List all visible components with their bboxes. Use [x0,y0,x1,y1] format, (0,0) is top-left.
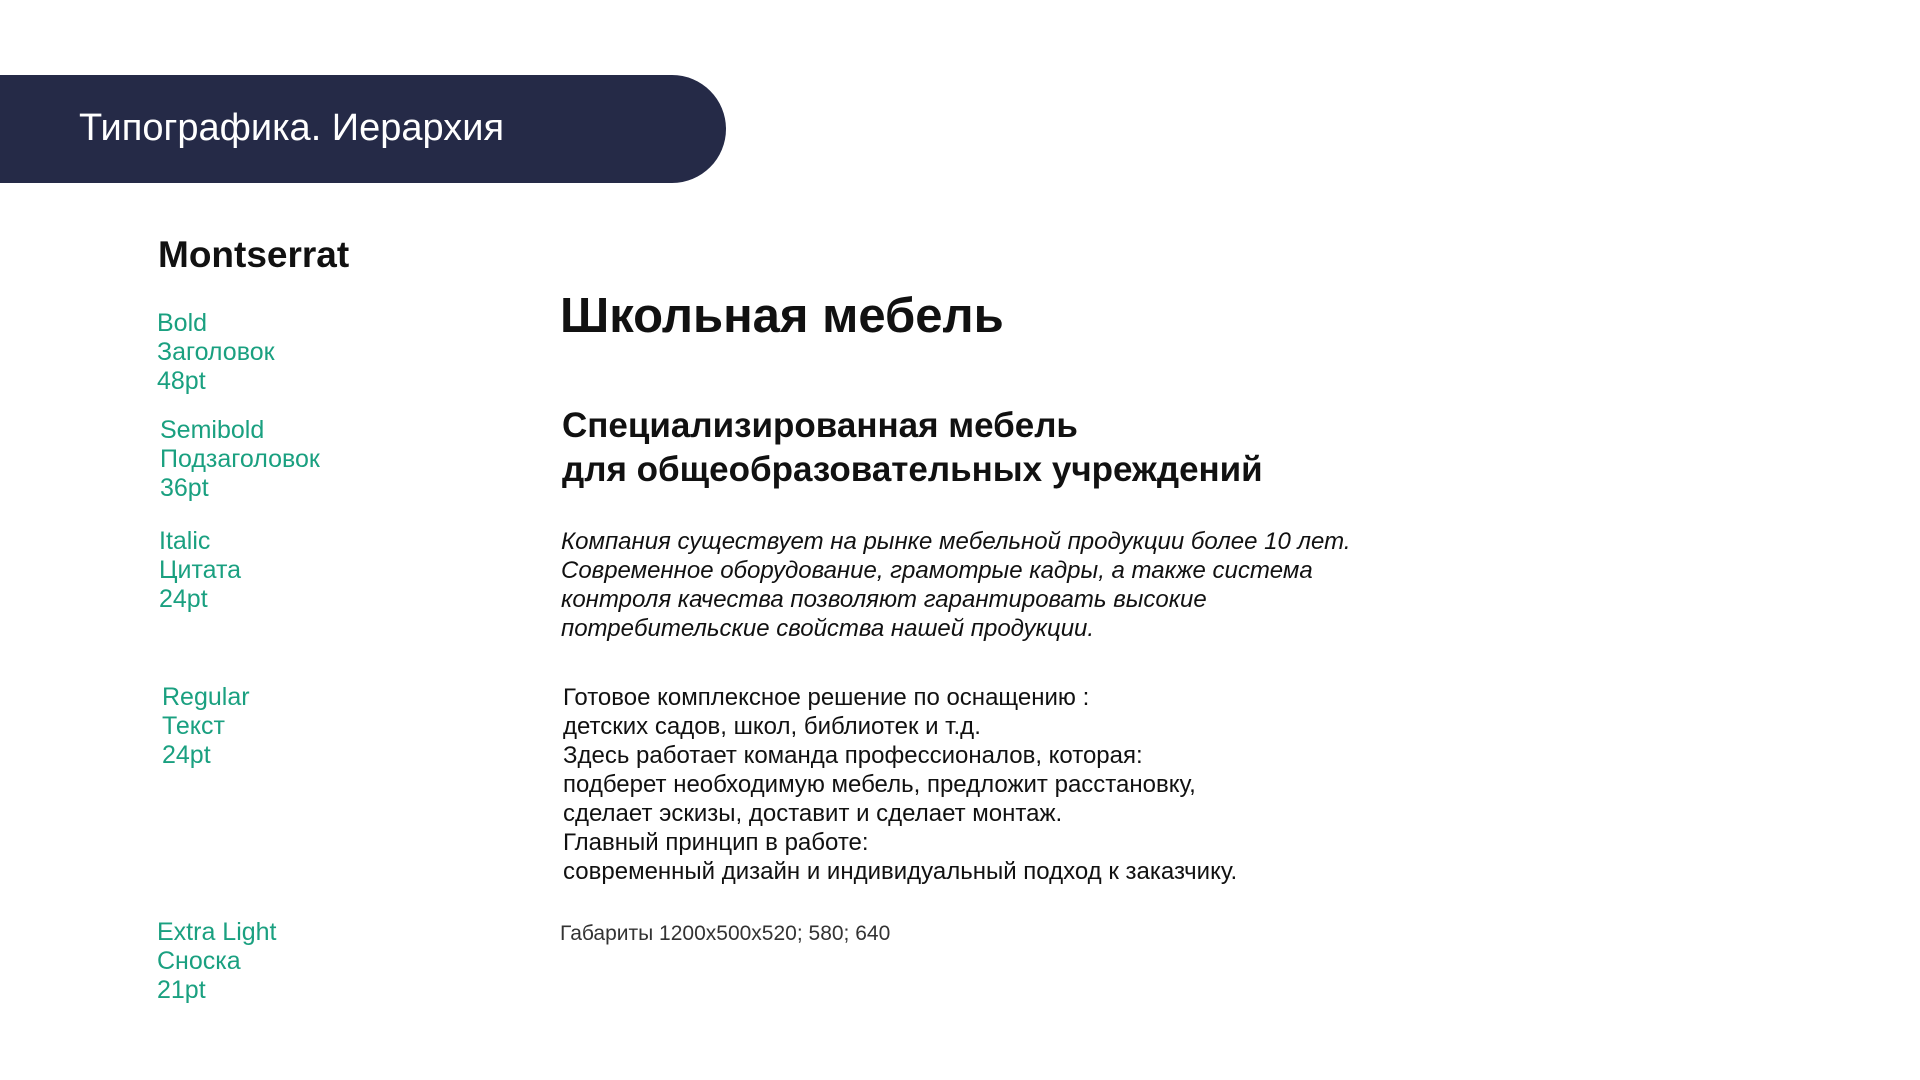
sample-line: для общеобразовательных учреждений [562,450,1263,489]
sample-line: потребительские свойства нашей продукции. [561,615,1095,642]
style-weight: Bold [157,309,208,337]
sample-line: Здесь работает команда профессионалов, которая: [563,742,1143,769]
style-size: 24pt [162,741,211,769]
sample-line: детских садов, школ, библиотек и т.д. [563,713,981,740]
sample-subheading [562,404,1263,492]
font-name: Montserrat [158,234,350,275]
sample-body-text [563,683,1237,886]
sample-line: Специализированная мебель [562,406,1078,445]
sample-quote [561,527,1351,643]
style-role: Заголовок [157,338,275,366]
style-role: Цитата [159,556,242,584]
style-label-italic [159,527,241,614]
style-role: Подзаголовок [160,445,320,473]
style-weight: Extra Light [157,918,277,946]
sample-line: сделает эскизы, доставит и сделает монтаж. [563,800,1063,827]
style-label-semibold [160,416,320,503]
sample-line: Главный принцип в работе: [563,829,869,856]
sample-footnote [560,921,890,947]
style-label-extra-light [157,918,277,1005]
style-label-regular [162,683,250,770]
sample-line: современный дизайн и индивидуальный подход к заказчику. [563,858,1238,885]
style-role: Текст [162,712,225,740]
style-size: 24pt [159,585,208,613]
sample-line: Компания существует на рынке мебельной продукции более 10 лет. [561,528,1351,555]
style-weight: Italic [159,527,211,555]
style-weight: Regular [162,683,250,711]
sample-line: Школьная мебель [560,289,1004,343]
sample-line: подберет необходимую мебель, предложит расстановку, [563,771,1196,798]
sample-line: Габариты 1200х500х520; 580; 640 [560,922,891,945]
sample-line: контроля качества позволяют гарантировать высокие [561,586,1207,613]
style-size: 48pt [157,367,206,395]
sample-heading [560,285,1004,347]
style-size: 36pt [160,474,209,502]
style-weight: Semibold [160,416,265,444]
title-bar [0,75,726,183]
sample-line: Готовое комплексное решение по оснащению : [563,684,1090,711]
sample-line: Современное оборудование, грамотрые кадры, а также система [561,557,1313,584]
slide-title: Типографика. Иерархия [79,107,505,149]
style-label-bold [157,309,275,396]
style-role: Сноска [157,947,241,975]
style-size: 21pt [157,976,206,1004]
